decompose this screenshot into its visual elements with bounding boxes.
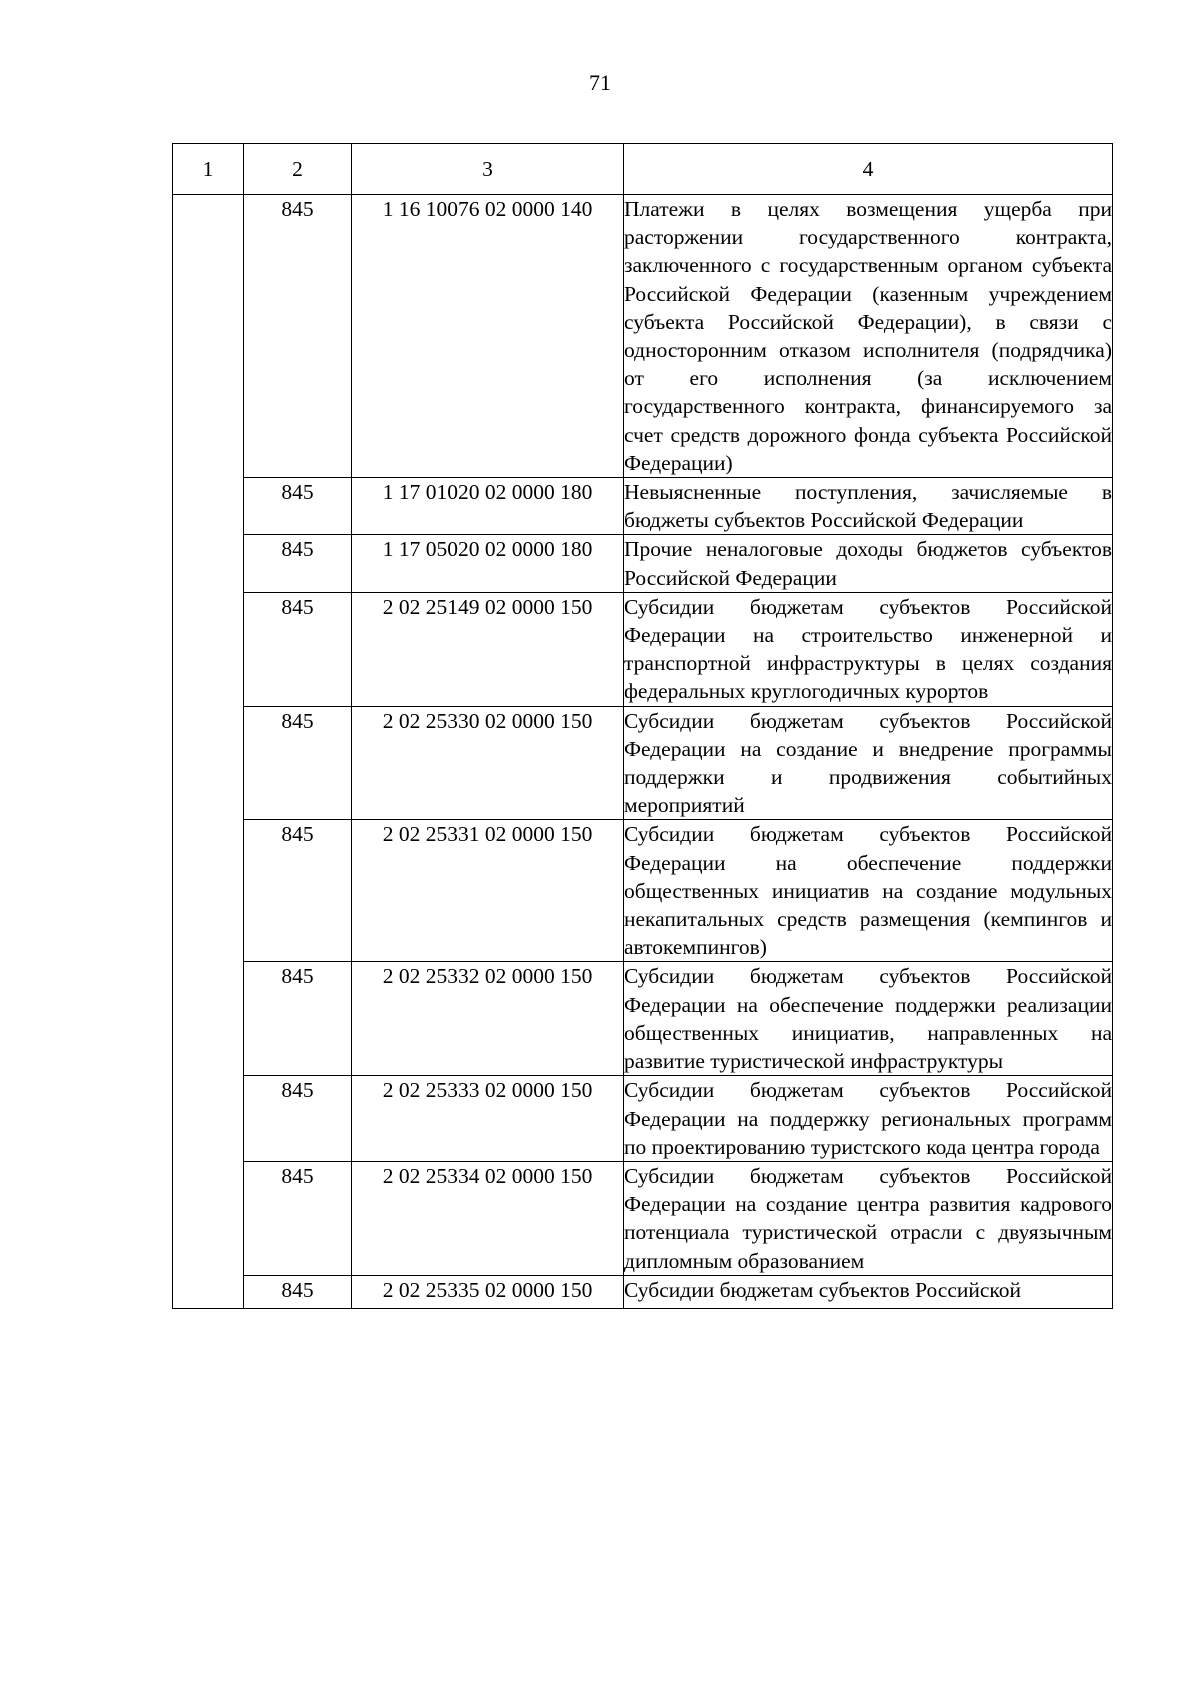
table-row: [173, 962, 1113, 1076]
admin-code-cell: 845: [244, 1076, 352, 1162]
income-code-cell: 2 02 25334 02 0000 150: [352, 1161, 624, 1275]
table-row: [173, 1161, 1113, 1275]
income-code-cell: 2 02 25330 02 0000 150: [352, 706, 624, 820]
income-code-cell: 2 02 25335 02 0000 150: [352, 1275, 624, 1308]
admin-code-cell: 845: [244, 1275, 352, 1308]
column-header-1: 1: [173, 144, 244, 195]
income-code-cell: 1 17 05020 02 0000 180: [352, 535, 624, 592]
income-code-cell: 2 02 25333 02 0000 150: [352, 1076, 624, 1162]
income-code-cell: 2 02 25149 02 0000 150: [352, 592, 624, 706]
budget-income-table: [172, 143, 1113, 1309]
page-number: 71: [589, 70, 611, 95]
income-code-cell: 2 02 25332 02 0000 150: [352, 962, 624, 1076]
admin-code-cell: 845: [244, 962, 352, 1076]
table-row: [173, 1076, 1113, 1162]
column-header-2: 2: [244, 144, 352, 195]
table-row: [173, 706, 1113, 820]
table-row: [173, 478, 1113, 535]
admin-code-cell: 845: [244, 1161, 352, 1275]
description-cell: Субсидии бюджетам субъектов Российской Федерации на обеспечение поддержки общественных инициатив на создание модульных некапитальных средств размещения (кемпингов и автокемпингов): [624, 820, 1113, 962]
income-code-cell: 1 16 10076 02 0000 140: [352, 195, 624, 478]
description-cell: Прочие неналоговые доходы бюджетов субъектов Российской Федерации: [624, 535, 1113, 592]
admin-code-cell: 845: [244, 592, 352, 706]
description-cell: Субсидии бюджетам субъектов Российской Федерации на создание центра развития кадрового потенциала туристической отрасли с двуязычным дипломным образованием: [624, 1161, 1113, 1275]
description-cell: Субсидии бюджетам субъектов Российской Федерации на создание и внедрение программы поддержки и продвижения событийных мероприятий: [624, 706, 1113, 820]
description-cell: Субсидии бюджетам субъектов Российской Федерации на строительство инженерной и транспортной инфраструктуры в целях создания федеральных круглогодичных курортов: [624, 592, 1113, 706]
table-row: [173, 1275, 1113, 1308]
description-cell: Субсидии бюджетам субъектов Российской Федерации на поддержку региональных программ по проектированию туристского кода центра города: [624, 1076, 1113, 1162]
income-code-cell: 1 17 01020 02 0000 180: [352, 478, 624, 535]
description-cell: Невыясненные поступления, зачисляемые в бюджеты субъектов Российской Федерации: [624, 478, 1113, 535]
admin-code-cell: 845: [244, 820, 352, 962]
table-header-row: [173, 144, 1113, 195]
table-row: [173, 535, 1113, 592]
admin-code-cell: 845: [244, 195, 352, 478]
empty-group-cell: [173, 195, 244, 1309]
table-row: [173, 592, 1113, 706]
description-cell: Платежи в целях возмещения ущерба при расторжении государственного контракта, заключенного с государственным органом субъекта Российской Федерации (казенным учреждением субъекта Российской Федерации), в связи с односторонним отказом исполнителя (подрядчика) от его исполнения (за исключением государственного контракта, финансируемого за счет средств дорожного фонда субъекта Российской Федерации): [624, 195, 1113, 478]
description-cell: Субсидии бюджетам субъектов Российской Федерации на обеспечение поддержки реализации общественных инициатив, направленных на развитие туристической инфраструктуры: [624, 962, 1113, 1076]
table-row: [173, 195, 1113, 478]
column-header-3: 3: [352, 144, 624, 195]
table-row: [173, 820, 1113, 962]
income-code-cell: 2 02 25331 02 0000 150: [352, 820, 624, 962]
admin-code-cell: 845: [244, 706, 352, 820]
admin-code-cell: 845: [244, 535, 352, 592]
admin-code-cell: 845: [244, 478, 352, 535]
column-header-4: 4: [624, 144, 1113, 195]
description-cell: Субсидии бюджетам субъектов Российской: [624, 1275, 1113, 1308]
